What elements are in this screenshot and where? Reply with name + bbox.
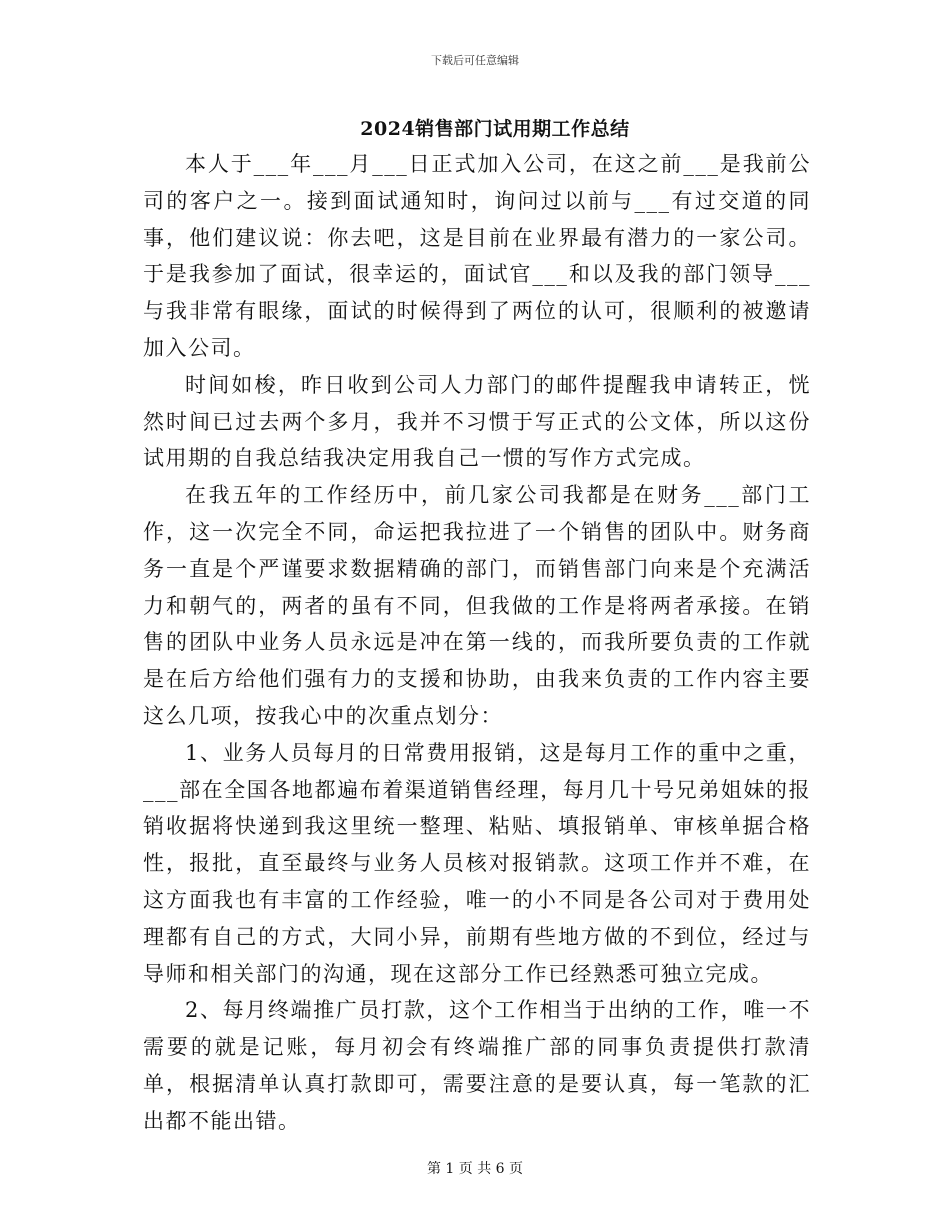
- paragraph-item-1: 1、业务人员每月的日常费用报销，这是每月工作的重中之重，___部在全国各地都遍布着渠道销售经理，每月几十号兄弟姐妹的报销收据将快递到我这里统一整理、粘贴、填报销单、审核单据合格性，报批，直至最终与业务人员核对报销款。这项工作并不难，在这方面我也有丰富的工作经验，唯一的小不同是各公司对于费用处理都有自己的方式，大同小异，前期有些地方做的不到位，经过与导师和相关部门的沟通，现在这部分工作已经熟悉可独立完成。: [143, 740, 811, 986]
- page-number: 第 1 页 共 6 页: [426, 1161, 524, 1177]
- document-title: 2024销售部门试用期工作总结: [360, 118, 630, 140]
- document-body: [143, 146, 811, 1140]
- paragraph-time: 时间如梭，昨日收到公司人力部门的邮件提醒我申请转正，恍然时间已过去两个多月，我并不习惯于写正式的公文体，所以这份试用期的自我总结我决定用我自己一惯的写作方式完成。: [143, 372, 811, 471]
- paragraph-item-2: 2、每月终端推广员打款，这个工作相当于出纳的工作，唯一不需要的就是记账，每月初会有终端推广部的同事负责提供打款清单，根据清单认真打款即可，需要注意的是要认真，每一笔款的汇出都不能出错。: [143, 998, 811, 1133]
- paragraph-experience: 在我五年的工作经历中，前几家公司我都是在财务___部门工作，这一次完全不同，命运把我拉进了一个销售的团队中。财务商务一直是个严谨要求数据精确的部门，而销售部门向来是个充满活力和朝气的，两者的虽有不同，但我做的工作是将两者承接。在销售的团队中业务人员永远是冲在第一线的，而我所要负责的工作就是在后方给他们强有力的支援和协助，由我来负责的工作内容主要这么几项，按我心中的次重点划分：: [143, 483, 811, 728]
- paragraph-intro: 本人于___年___月___日正式加入公司，在这之前___是我前公司的客户之一。接到面试通知时，询问过以前与___有过交道的同事，他们建议说：你去吧，这是目前在业界最有潜力的一家公司。于是我参加了面试，很幸运的，面试官___和以及我的部门领导___与我非常有眼缘，面试的时候得到了两位的认可，很顺利的被邀请加入公司。: [143, 152, 811, 360]
- header-note: 下载后可任意编辑: [431, 54, 519, 67]
